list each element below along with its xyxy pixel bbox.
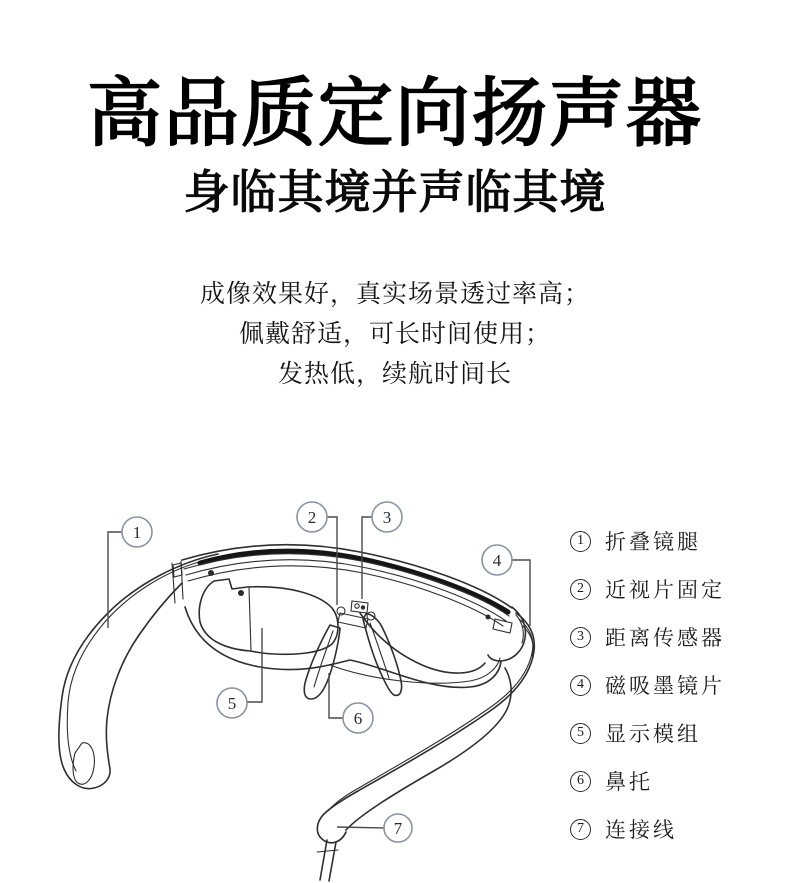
parts-legend bbox=[570, 530, 725, 866]
legend-label: 显示模组 bbox=[605, 722, 701, 746]
legend-number-circle: 7 bbox=[570, 819, 591, 840]
callout-5-number: 5 bbox=[227, 694, 237, 713]
legend-item-nose-pad bbox=[570, 770, 725, 792]
legend-item-magnetic-sunglass-lens bbox=[570, 674, 725, 696]
legend-item-distance-sensor bbox=[570, 626, 725, 648]
legend-number-circle: 1 bbox=[570, 531, 591, 552]
legend-item-connecting-cable bbox=[570, 818, 725, 840]
callout-6 bbox=[343, 703, 373, 733]
module-screw-dot bbox=[208, 570, 214, 576]
legend-number-circle: 2 bbox=[570, 579, 591, 600]
nose-pads bbox=[304, 614, 401, 699]
legend-label: 磁吸墨镜片 bbox=[605, 674, 725, 698]
page-subtitle: 身临其境并声临其境 bbox=[183, 166, 607, 218]
legend-label: 连接线 bbox=[605, 818, 677, 842]
legend-number-circle: 3 bbox=[570, 627, 591, 648]
legend-item-folding-temple bbox=[570, 530, 725, 552]
legend-number-circle: 6 bbox=[570, 771, 591, 792]
callout-4-number: 4 bbox=[492, 551, 502, 570]
connecting-cable bbox=[317, 840, 338, 881]
description-line: 发热低，续航时间长 bbox=[277, 360, 512, 388]
distance-sensor bbox=[351, 601, 368, 613]
legend-label: 鼻托 bbox=[605, 770, 653, 794]
left-temple-arm bbox=[59, 554, 218, 789]
glasses-diagram bbox=[30, 495, 570, 883]
callout-3 bbox=[372, 502, 402, 532]
callout-4 bbox=[482, 545, 512, 575]
callout-1 bbox=[122, 517, 152, 547]
product-description bbox=[0, 274, 790, 394]
frame-screw-dot bbox=[486, 615, 491, 620]
right-lens bbox=[330, 613, 500, 683]
callout-7-number: 7 bbox=[393, 819, 403, 838]
legend-label: 折叠镜腿 bbox=[605, 530, 701, 554]
callout-2-number: 2 bbox=[307, 508, 317, 527]
legend-number-circle: 4 bbox=[570, 675, 591, 696]
description-line: 成像效果好，真实场景透过率高； bbox=[199, 280, 590, 308]
description-line: 佩戴舒适，可长时间使用； bbox=[238, 320, 551, 348]
legend-item-myopia-lens-mount bbox=[570, 578, 725, 600]
page-title: 高品质定向扬声器 bbox=[86, 71, 703, 155]
display-module bbox=[199, 570, 338, 654]
legend-item-display-module bbox=[570, 722, 725, 744]
callout-5 bbox=[217, 688, 247, 718]
module-screw-dot bbox=[238, 590, 244, 596]
callout-3-number: 3 bbox=[382, 508, 392, 527]
callout-7 bbox=[384, 814, 412, 842]
speaker-tip-outline bbox=[73, 743, 94, 784]
front-lower-rim bbox=[185, 607, 501, 687]
legend-label: 距离传感器 bbox=[605, 626, 725, 650]
legend-label: 近视片固定 bbox=[605, 578, 725, 602]
callout-1-number: 1 bbox=[132, 523, 142, 542]
callout-6-number: 6 bbox=[353, 709, 363, 728]
callout-2 bbox=[297, 502, 327, 532]
legend-number-circle: 5 bbox=[570, 723, 591, 744]
